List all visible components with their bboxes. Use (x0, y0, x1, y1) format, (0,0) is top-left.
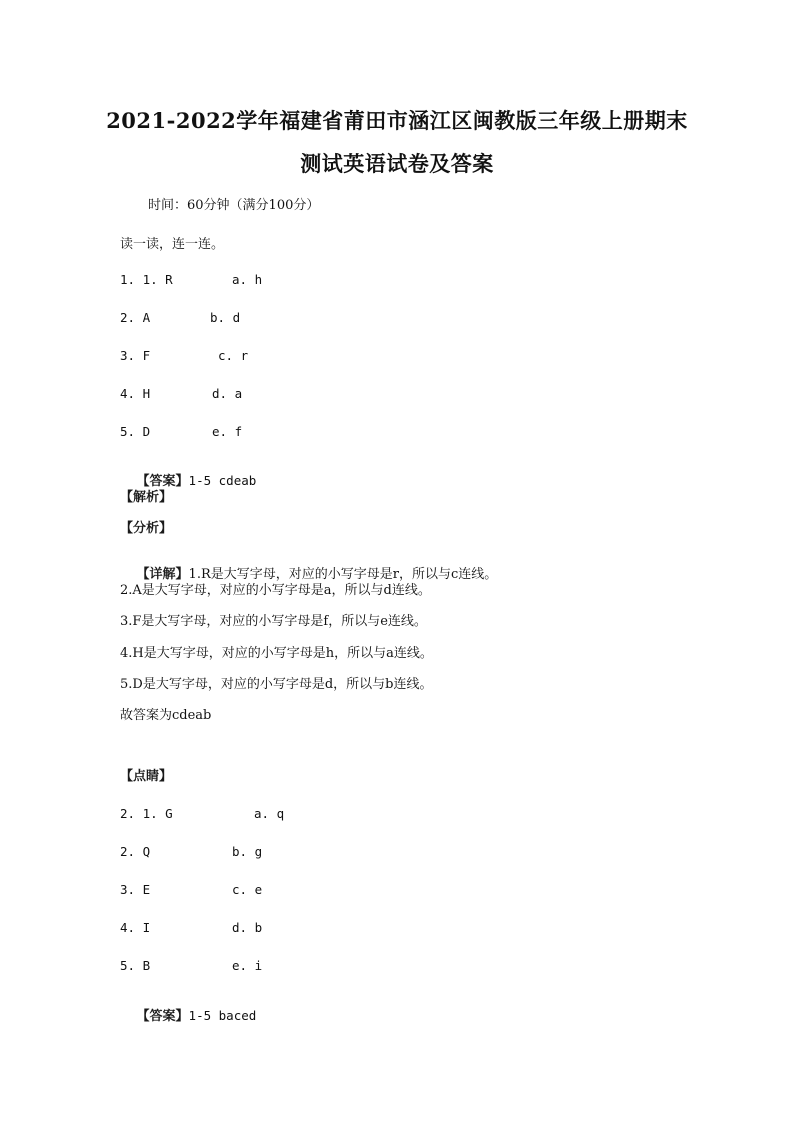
q2-answer-text: 1-5 baced (188, 1008, 257, 1023)
q1-right-1: a. h (232, 272, 263, 287)
time-info: 时间：60分钟（满分100分） (148, 198, 320, 213)
q1-conclusion: 故答案为cdeab (120, 708, 212, 723)
q2-left-1: 2. 1. G (120, 806, 173, 821)
q2-right-2: b. g (232, 844, 263, 859)
q1-right-4: d. a (212, 386, 243, 401)
q1-detail-5: 5.D是大写字母，对应的小写字母是d，所以与b连线。 (120, 677, 433, 692)
q2-left-3: 3. E (120, 882, 151, 897)
q1-dianjing-tag: 【点睛】 (120, 769, 173, 784)
q1-left-3: 3. F (120, 348, 151, 363)
q2-right-3: c. e (232, 882, 263, 897)
instruction: 读一读，连一连。 (120, 237, 225, 252)
q1-answer-tag: 【答案】 (136, 474, 189, 489)
q1-analysis-tag: 【解析】 (120, 490, 173, 505)
q2-right-5: e. i (232, 958, 263, 973)
q1-detail-4: 4.H是大写字母，对应的小写字母是h，所以与a连线。 (120, 646, 433, 661)
q2-right-1: a. q (254, 806, 285, 821)
q1-fenxi-tag: 【分析】 (120, 521, 173, 536)
document-title-line1: 2021-2022学年福建省莆田市涵江区闽教版三年级上册期末 (106, 108, 688, 133)
q1-left-5: 5. D (120, 424, 151, 439)
q2-left-5: 5. B (120, 958, 151, 973)
q2-answer-tag: 【答案】 (136, 1009, 189, 1024)
q1-right-5: e. f (212, 424, 243, 439)
document-title-line2: 测试英语试卷及答案 (300, 151, 494, 176)
q1-left-2: 2. A (120, 310, 151, 325)
q1-right-3: c. r (218, 348, 249, 363)
q2-answer (120, 990, 256, 1039)
q1-right-2: b. d (210, 310, 241, 325)
q1-detail-tag: 【详解】 (136, 567, 189, 582)
q1-left-4: 4. H (120, 386, 151, 401)
q2-left-2: 2. Q (120, 844, 151, 859)
q1-detail-2: 2.A是大写字母，对应的小写字母是a，所以与d连线。 (120, 583, 431, 598)
q1-answer-text: 1-5 cdeab (188, 473, 257, 488)
q2-right-4: d. b (232, 920, 263, 935)
q1-detail-3: 3.F是大写字母，对应的小写字母是f，所以与e连线。 (120, 614, 427, 629)
q2-left-4: 4. I (120, 920, 151, 935)
q1-detail-text-1: 1.R是大写字母，对应的小写字母是r，所以与c连线。 (188, 567, 498, 582)
q1-left-1: 1. 1. R (120, 272, 173, 287)
